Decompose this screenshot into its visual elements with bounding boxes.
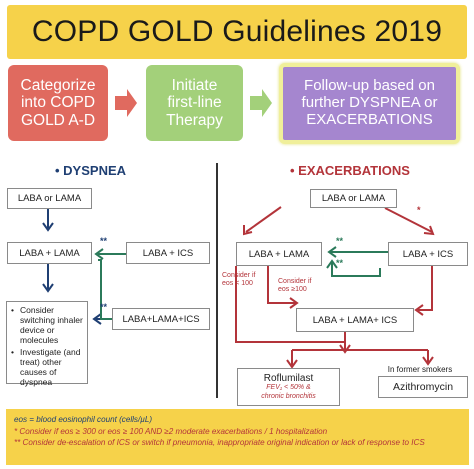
list-item: • Consider switching inhaler device or molecules <box>11 305 85 345</box>
step-follow-up: Follow-up based on further DYSPNEA or EXACERBATIONS <box>279 63 460 144</box>
footnote-single-star: * Consider if eos ≥ 300 or eos ≥ 100 AND ≥2 moderate exacerbations / 1 hospitalization <box>14 426 328 436</box>
dyspnea-triple-therapy-box: LABA+LAMA+ICS <box>112 308 210 330</box>
list-item: • Investigate (and treat) other causes of dyspnea <box>11 347 85 387</box>
footnotes-box <box>6 409 469 465</box>
consider-eos-lt-100-note: Consider if eos < 100 <box>222 272 256 288</box>
exacerbation-stars-top: ** <box>336 236 344 246</box>
footnote-double-star: ** Consider de-escalation of ICS or switch if pneumonia, inappropriate original indication or lack of response to ICS <box>14 438 425 448</box>
azithromycin-box: Azithromycin <box>378 376 468 398</box>
footnote-eos-definition: eos = blood eosinophil count (cells/µL) <box>14 415 153 424</box>
bullet-switch-inhaler: Consider switching inhaler device or molecules <box>20 305 83 345</box>
exacerbation-star-single: * <box>417 205 421 215</box>
dyspnea-stars-bottom: ** <box>100 302 108 312</box>
step-initiate-therapy: Initiate first-line Therapy <box>146 65 243 141</box>
step-arrow-2 <box>250 89 272 117</box>
consider-eos-ge-100-note: Consider if eos ≥100 <box>278 278 312 294</box>
exacerbation-laba-ics-box: LABA + ICS <box>388 242 468 266</box>
dyspnea-laba-or-lama-box: LABA or LAMA <box>7 188 92 209</box>
exacerbation-stars-bottom: ** <box>336 258 344 268</box>
section-divider <box>216 163 218 398</box>
dyspnea-header: • DYSPNEA <box>55 163 127 178</box>
exacerbations-header: • EXACERBATIONS <box>290 163 410 178</box>
step-categorize: Categorize into COPD GOLD A-D <box>8 65 108 141</box>
roflumilast-label: Roflumilast <box>263 373 314 385</box>
exacerbation-triple-therapy-box: LABA + LAMA+ ICS <box>296 308 414 332</box>
dyspnea-laba-ics-box: LABA + ICS <box>126 242 210 264</box>
exacerbation-laba-lama-box: LABA + LAMA <box>236 242 322 266</box>
former-smokers-label: In former smokers <box>387 365 453 374</box>
dyspnea-stars-top: ** <box>100 236 108 246</box>
page-title: COPD GOLD Guidelines 2019 <box>31 15 443 48</box>
step-arrow-1 <box>115 89 137 117</box>
bullet-investigate-causes: Investigate (and treat) other causes of dyspnea <box>20 347 81 387</box>
roflumilast-criteria: FEV₁ < 50% & chronic bronchitis <box>261 384 316 400</box>
dyspnea-laba-lama-box: LABA + LAMA <box>7 242 92 264</box>
exacerbation-laba-or-lama-box: LABA or LAMA <box>310 189 397 208</box>
exacerbation-arrows <box>236 207 433 367</box>
roflumilast-box <box>237 368 340 406</box>
dyspnea-considerations-box <box>6 301 88 387</box>
